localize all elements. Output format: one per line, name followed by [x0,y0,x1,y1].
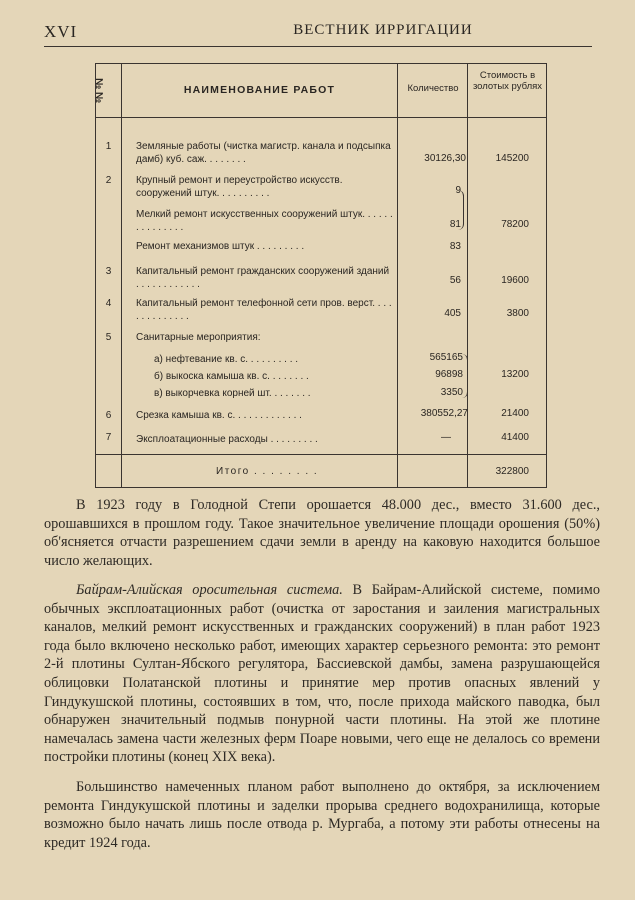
total-label: Итого . . . . . . . . [216,466,319,477]
row-cost: 3800 [506,308,529,319]
row-name: в) выкорчевка корней шт. . . . . . . . [154,388,311,399]
row-cost: 41400 [501,432,529,443]
paragraph [44,778,600,852]
row-cost: 145200 [495,153,529,164]
column-header-cost: Стоимость в золотых рублях [472,70,543,92]
row-name: б) выкоска камыша кв. с. . . . . . . . [154,371,309,382]
row-quantity: 56 [449,275,461,286]
row-cost: 13200 [501,369,529,380]
row-quantity: 96898 [435,369,463,380]
row-number: 4 [105,298,112,309]
row-cost: 78200 [501,219,529,230]
column-header-name: НАИМЕНОВАНИЕ РАБОТ [183,84,336,96]
row-number: 1 [105,141,112,152]
page-number: XVI [44,22,78,41]
row-name: Капитальный ремонт гражданских сооружений зданий . . . . . . . . . . . . [136,266,390,290]
column-divider [397,64,398,487]
column-divider [121,64,122,487]
row-quantity: 83 [449,241,461,252]
row-cost: 19600 [501,275,529,286]
row-name: Санитарные мероприятия: [136,332,261,343]
row-name: Эксплоатационные расходы . . . . . . . . . [136,434,318,445]
paragraph [44,496,600,570]
row-number: 3 [105,266,112,277]
row-name: Мелкий ремонт искусственных сооружений штук. . . . . . . . . . . . . . . [136,209,393,233]
row-quantity: 9 [455,185,461,196]
row-quantity: 30126,30 [424,153,466,164]
row-name: Земляные работы (чистка магистр. канала и подсыпка дамб) куб. саж. . . . . . . . [136,141,391,165]
row-number: 5 [105,332,112,343]
row-name: Срезка камыша кв. с. . . . . . . . . . . . . [136,410,302,421]
row-quantity: 380552,27 [420,408,468,419]
row-quantity: — [441,432,451,443]
column-header-number: № № [93,78,104,104]
total-row-divider [96,454,546,455]
row-cost: 21400 [501,408,529,419]
journal-title: ВЕСТНИК ИРРИГАЦИИ [293,22,473,38]
column-header-quantity: Количество [407,83,459,94]
row-name: Крупный ремонт и переустройство искусств. сооружений штук. . . . . . . . . . [136,175,343,199]
paragraph-text: В 1923 году в Голодной Степи орошается 48.000 дес., вместо 31.600 дес., орошавшихся в прошлом году. Такое значительное увеличение площади орошения (50%) об'ясняется отчасти разрешением сдачи земли в аренду на каковую находится большое число желающих. [44,497,600,569]
works-table [95,63,547,488]
paragraph-text: В Байрам-Алийской системе, помимо обычных эксплоатационных работ (очистка от заростания и заиления магистральных каналов, мелкий ремонт искусственных и гражданских сооружений) в план работ 1923 года было включено несколько работ, имеющих характер серьезного ремонта: это ремонт 2-й плотины Султан-Ябского регулятора, Бассиевской дамбы, замена разрушающейся облицовки Полатанской плотины и принятие мер против опасных явлений у Гиндукушской плотины, состоявших в том, что, после прихода майского паводка, был обнаружен значительный подмыв понурной части плотины. На этой же плотине намечалась замена части железных ферм Поаре новыми, чего еще не делалось со времени постройки плотины (конец XIX века). [44,582,600,766]
grouping-brace [462,354,468,398]
page-header [44,20,592,42]
row-name: Капитальный ремонт телефонной сети пров. верст. . . . . . . . . . . . . . [136,298,392,322]
row-quantity: 565165 [429,352,463,363]
section-lead: Байрам-Алийская оросительная система. [76,582,343,598]
row-number: 2 [105,175,112,186]
row-name: Ремонт механизмов штук . . . . . . . . . [136,241,305,252]
total-cost: 322800 [495,466,529,477]
row-number: 6 [105,410,112,421]
row-quantity: 405 [444,308,461,319]
header-divider [44,46,592,47]
paragraph-text: Большинство намеченных планом работ выполнено до октября, за исключением ремонта Гиндукушской плотины и заделки прорыва среднего водохранилища, которые возможно было начать лишь после отвода р. Мургаба, а потому эти работы отнесены на кредит 1924 года. [44,779,600,851]
row-number: 7 [105,432,112,443]
row-name: а) нефтевание кв. с. . . . . . . . . . [154,354,299,365]
header-row-divider [96,117,546,118]
row-quantity: 3350 [440,387,463,398]
row-quantity: 81 [449,219,461,230]
column-divider [467,64,468,487]
grouping-brace [458,190,464,230]
paragraph [44,581,600,767]
